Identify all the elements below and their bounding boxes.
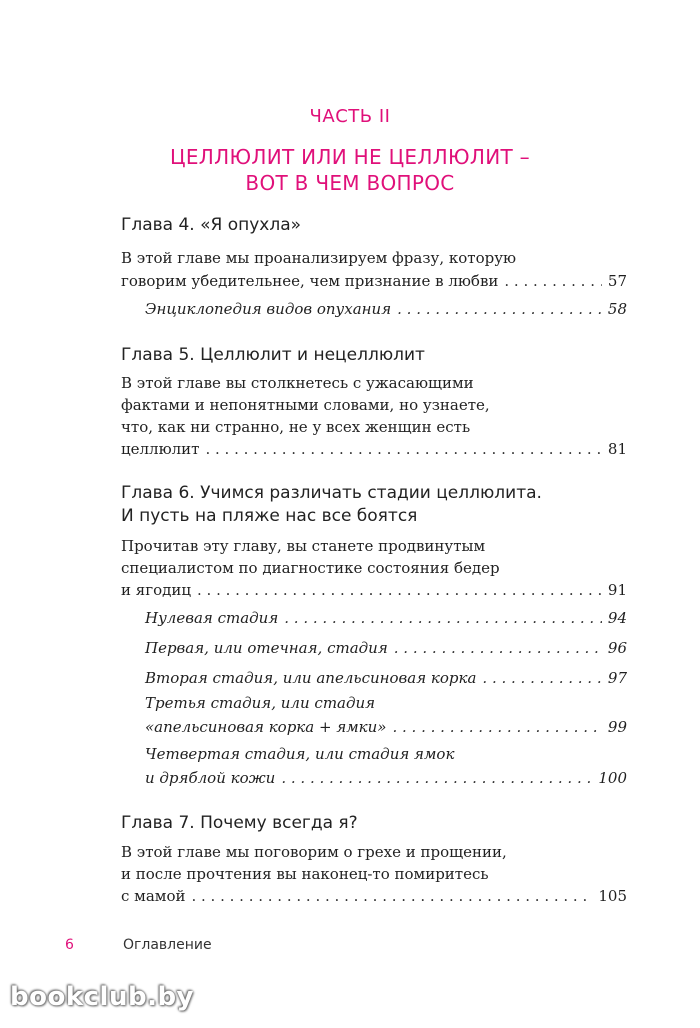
- chapter-6-title-line-1: Глава 6. Учимся различать стадии целлюлита.: [121, 483, 542, 503]
- dot-leader: [205, 438, 601, 460]
- chapter-6-sub-1[interactable]: [145, 607, 627, 629]
- desc-line: специалистом по диагностике состояния бедер: [121, 559, 500, 577]
- page-number: 105: [598, 887, 627, 905]
- entry-text: Нулевая стадия: [145, 609, 279, 627]
- desc-line: Прочитав эту главу, вы станете продвинутым: [121, 537, 486, 555]
- chapter-6-sub-4-pre: Третья стадия, или стадия: [145, 694, 376, 712]
- chapter-4-entry[interactable]: [121, 270, 627, 292]
- chapter-7-desc: [121, 841, 627, 885]
- chapter-5-title: Глава 5. Целлюлит и нецеллюлит: [121, 345, 425, 365]
- desc-line: что, как ни странно, не у всех женщин есть: [121, 418, 471, 436]
- dot-leader: [482, 667, 602, 689]
- chapter-5-entry[interactable]: [121, 438, 627, 460]
- watermark-logo: bookclub.by: [10, 982, 195, 1012]
- chapter-6-desc: [121, 535, 627, 579]
- part-label: ЧАСТЬ II: [309, 106, 391, 127]
- part-title-line-2: ВОТ В ЧЕМ ВОПРОС: [245, 171, 455, 195]
- desc-line: В этой главе мы поговорим о грехе и прощении,: [121, 843, 507, 861]
- dot-leader: [197, 579, 602, 601]
- part-title-line-1: ЦЕЛЛЮЛИТ ИЛИ НЕ ЦЕЛЛЮЛИТ –: [170, 145, 530, 169]
- desc-line: В этой главе вы столкнетесь с ужасающими: [121, 374, 474, 392]
- entry-text: Первая, или отечная, стадия: [145, 639, 388, 657]
- footer-page-number: 6: [65, 937, 74, 953]
- page-number: 97: [607, 669, 627, 687]
- dot-leader: [392, 716, 601, 738]
- page-number: 58: [607, 300, 627, 318]
- page-number: 94: [607, 609, 627, 627]
- chapter-6-sub-4[interactable]: [145, 716, 627, 738]
- dot-leader: [284, 607, 602, 629]
- page-number: 91: [607, 581, 627, 599]
- page-number: 99: [607, 718, 627, 736]
- chapter-6-sub-3[interactable]: [145, 667, 627, 689]
- footer-section-label: Оглавление: [123, 937, 212, 953]
- chapter-4-desc: [121, 247, 627, 269]
- dot-leader: [504, 270, 602, 292]
- entry-text: говорим убедительнее, чем признание в любви: [121, 272, 499, 290]
- chapter-6-sub-5[interactable]: [145, 767, 627, 789]
- page-number: 81: [607, 440, 627, 458]
- page-number: 96: [607, 639, 627, 657]
- dot-leader: [191, 885, 592, 907]
- entry-text: «апельсиновая корка + ямки»: [145, 718, 387, 736]
- entry-text: целлюлит: [121, 440, 200, 458]
- chapter-6-entry[interactable]: [121, 579, 627, 601]
- chapter-4-title: Глава 4. «Я опухла»: [121, 215, 302, 235]
- entry-text: Энциклопедия видов опухания: [145, 300, 392, 318]
- chapter-6-sub-2[interactable]: [145, 637, 627, 659]
- desc-line: фактами и непонятными словами, но узнаете,: [121, 396, 490, 414]
- chapter-7-entry[interactable]: [121, 885, 627, 907]
- desc-line: В этой главе мы проанализируем фразу, которую: [121, 249, 517, 267]
- chapter-6-sub-5-pre: Четвертая стадия, или стадия ямок: [145, 745, 455, 763]
- chapter-6-title-line-2: И пусть на пляже нас все боятся: [121, 506, 418, 526]
- page-number: 100: [598, 769, 627, 787]
- dot-leader: [281, 767, 592, 789]
- dot-leader: [397, 298, 602, 320]
- page-number: 57: [607, 272, 627, 290]
- entry-text: с мамой: [121, 887, 186, 905]
- entry-text: и дряблой кожи: [145, 769, 276, 787]
- dot-leader: [394, 637, 602, 659]
- entry-text: Вторая стадия, или апельсиновая корка: [145, 669, 477, 687]
- chapter-5-desc: [121, 372, 627, 438]
- entry-text: и ягодиц: [121, 581, 191, 599]
- chapter-4-sub-1[interactable]: [145, 298, 627, 320]
- chapter-7-title: Глава 7. Почему всегда я?: [121, 813, 358, 833]
- desc-line: и после прочтения вы наконец-то помиритесь: [121, 865, 489, 883]
